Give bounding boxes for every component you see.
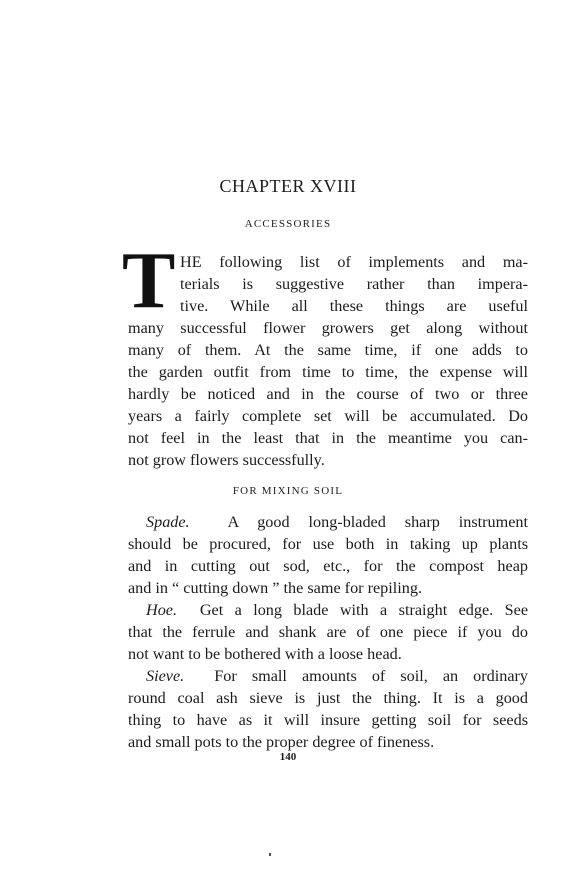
- intro-line: HE following list of implements and ma-: [180, 253, 528, 271]
- intro-line: many successful flower growers get along without: [128, 319, 528, 337]
- intro-line: hardly be noticed and in the course of two or three: [128, 385, 528, 403]
- intro-line: years a fairly complete set will be accumulated. Do: [128, 407, 528, 425]
- entry-term: Sieve.: [146, 667, 185, 685]
- entry-line: and in cutting out sod, etc., for the compost heap: [128, 557, 528, 575]
- entry-line: that the ferrule and shank are of one piece if you do: [128, 623, 528, 641]
- entry-term: Hoe.: [146, 601, 178, 619]
- entry-line: should be procured, for use both in taking up plants: [128, 535, 528, 553]
- entry-line: round coal ash sieve is just the thing. It is a good: [128, 689, 528, 707]
- entry-text: For small amounts of soil, an ordinary: [214, 667, 529, 685]
- chapter-title: CHAPTER XVIII: [219, 176, 357, 196]
- section-title: ACCESSORIES: [244, 218, 332, 230]
- page-number: 140: [279, 751, 297, 763]
- entry-line: thing to have as it will insure getting soil for seeds: [128, 711, 528, 729]
- intro-line: not feel in the least that in the meantime you can-: [128, 429, 528, 447]
- entry-line: not want to be bothered with a loose head.: [128, 645, 402, 663]
- entry-first-line: [146, 665, 528, 687]
- entry-first-line: [146, 599, 528, 621]
- entry-text: Get a long blade with a straight edge. See: [199, 601, 529, 619]
- entry-line: and small pots to the proper degree of fineness.: [128, 733, 435, 751]
- entry-line: and in “ cutting down ” the same for repiling.: [128, 579, 422, 597]
- subsection-title: FOR MIXING SOIL: [232, 485, 344, 497]
- entry-first-line: [146, 511, 528, 533]
- entry-term: Spade.: [146, 513, 190, 531]
- intro-line: many of them. At the same time, if one adds to: [128, 341, 528, 359]
- drop-cap: T: [122, 237, 176, 325]
- entry-text: A good long-bladed sharp instrument: [227, 513, 529, 531]
- intro-line: tive. While all these things are useful: [180, 297, 528, 315]
- intro-line: terials is suggestive rather than impera-: [180, 275, 528, 293]
- intro-line: the garden outfit from time to time, the expense will: [128, 363, 528, 381]
- ink-speck: [269, 853, 271, 856]
- intro-line: not grow flowers successfully.: [128, 451, 325, 469]
